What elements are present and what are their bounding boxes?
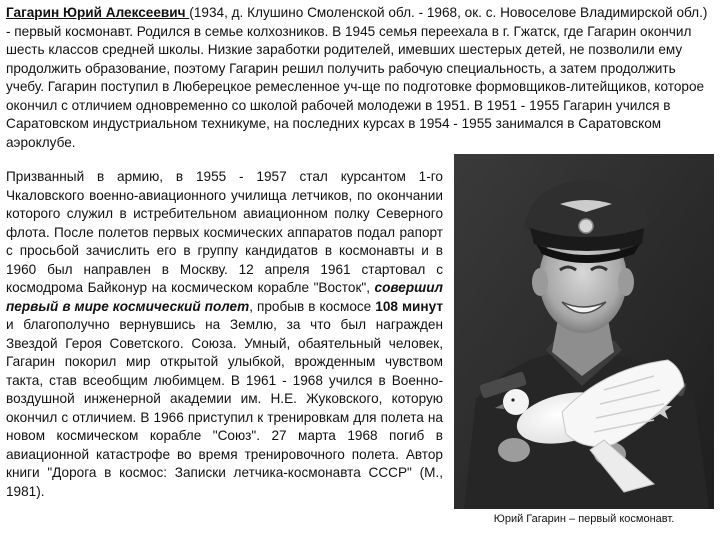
body-text-part3: и благополучно вернувшись на Землю, за что был награжден Звездой Героя Советского. Союза. Умный, обаятельный человек, Гагарин покорил мир открытой улыбкой, врожденным чувством такта, став всеобщим любимцем. В 1961 - 1968 учился в Военно-воздушной инженерной академии им. Н.Е. Жуковского, которую окончил с отличием. В 1966 приступил к тренировкам для полета на новом космическом корабле "Союз". 27 марта 1968 погиб в авиационной катастрофе во время тренировочного полета. Автор книги "Дорога в космос: Записки летчика-космонавта СССР" (М., 1981). xyxy=(6,317,443,499)
ear-right xyxy=(618,268,634,296)
body-text-part2: , пробыв в космосе xyxy=(249,298,376,314)
flight-duration: 108 минут xyxy=(375,298,443,314)
cap-cockade-icon xyxy=(579,219,593,233)
biography-paragraph xyxy=(6,168,443,501)
intro-text: (1934, д. Клушино Смоленской обл. - 1968, ок. с. Новоселове Владимирской обл.) - первый космонавт. Родился в семье колхозников. В 1945 семья переехала в г. Гжатск, где Гагарин окончил шесть классов средней школы. Низкие заработки родителей, имевших шестерых детей, не позволили ему продолжить образование, поэтому Гагарин решил получить рабочую специальность, а затем продолжить учебу. Гагарин поступил в Люберецкое ремесленное уч-ще по подготовке формовщиков-литейщиков, которое окончил с отличием одновременно со школой рабочей молодежи в 1951. В 1951 - 1955 Гагарин учился в Саратовском индустриальном техникуме, на последних курсах в 1954 - 1955 занимался в Саратовском аэроклубе. xyxy=(6,5,708,150)
ear-left xyxy=(532,268,548,296)
hand-left xyxy=(498,438,530,462)
body-text-part1: Призванный в армию, в 1955 - 1957 стал курсантом 1-го Чкаловского военно-авиационного училища летчиков, по окончании которого служил в истребительном авиационном полку Северного флота. После полетов первых космических аппаратов подал рапорт с просьбой зачислить его в группу кандидатов в космонавты и в 1960 был направлен в Москву. 12 апреля 1961 стартовал с космодрома Байконур на космическом корабле "Восток", xyxy=(6,169,443,295)
gagarin-photo xyxy=(454,154,714,509)
photo-caption: Юрий Гагарин – первый космонавт. xyxy=(493,513,675,525)
dove-head xyxy=(503,389,529,415)
person-name: Гагарин Юрий Алексеевич xyxy=(6,5,190,20)
dove-eye xyxy=(511,398,514,401)
intro-paragraph xyxy=(6,4,714,152)
first-flight-emphasis: совершил первый в мире космический полет xyxy=(6,280,443,314)
